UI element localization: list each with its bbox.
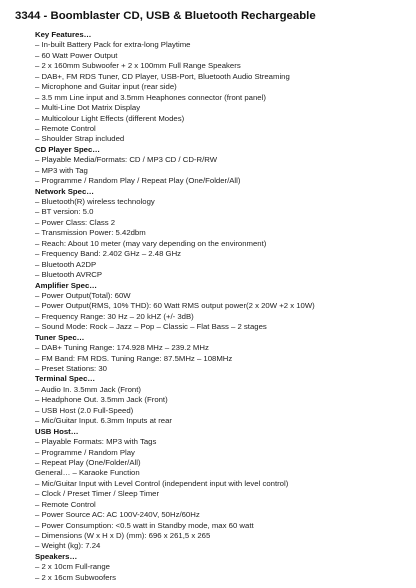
spec-item: – Repeat Play (One/Folder/All) bbox=[35, 457, 141, 467]
spec-item: – Power Output(Total): 60W bbox=[35, 290, 131, 300]
spec-item: – Reach: About 10 meter (may vary depending on the environment) bbox=[35, 238, 267, 248]
spec-item: – Bluetooth AVRCP bbox=[35, 270, 103, 280]
spec-item: – USB Host (2.0 Full-Speed) bbox=[35, 405, 134, 415]
section-heading: Key Features… bbox=[35, 30, 92, 39]
spec-item: – Mic/Guitar Input. 6.3mm Inputs at rear bbox=[35, 416, 172, 426]
spec-item: – Dimensions (W x H x D) (mm): 696 x 261,5 x 265 bbox=[35, 531, 211, 540]
section-heading: Network Spec… bbox=[35, 186, 95, 196]
spec-item: – Power Output(RMS, 10% THD): 60 Watt RMS output power(2 x 20W +2 x 10W) bbox=[35, 301, 315, 311]
spec-item: – 2 x 10cm Full-range bbox=[35, 562, 110, 572]
page-title: 3344 - Boomblaster CD, USB & Bluetooth Rechargeable bbox=[15, 10, 316, 22]
spec-item: – Audio In. 3.5mm Jack (Front) bbox=[35, 384, 141, 394]
spec-list bbox=[35, 30, 315, 583]
spec-item: – Power Class: Class 2 bbox=[35, 217, 116, 227]
spec-item: – Bluetooth(R) wireless technology bbox=[35, 197, 155, 206]
spec-item: – Frequency Band: 2.402 GHz – 2.48 GHz bbox=[35, 249, 182, 259]
spec-item: – Playable Media/Formats: CD / MP3 CD / CD-R/RW bbox=[35, 155, 218, 165]
spec-item: – 2 x 160mm Subwoofer + 2 x 100mm Full Range Speakers bbox=[35, 61, 241, 71]
section-heading: Terminal Spec… bbox=[35, 374, 96, 384]
spec-item: – Power Source AC: AC 100V-240V, 50Hz/60Hz bbox=[35, 510, 200, 520]
spec-item: – Power Consumption: <0.5 watt in Standby mode, max 60 watt bbox=[35, 520, 254, 530]
spec-item: – Sound Mode: Rock – Jazz – Pop – Classic – Flat Bass – 2 stages bbox=[35, 322, 267, 332]
spec-item: – Mic/Guitar Input with Level Control (independent input with level control) bbox=[35, 478, 289, 488]
spec-item: – 60 Watt Power Output bbox=[35, 50, 118, 60]
spec-item: – In-built Battery Pack for extra-long Playtime bbox=[35, 40, 191, 50]
section-heading: Tuner Spec… bbox=[35, 332, 85, 342]
section-heading: Amplifier Spec… bbox=[35, 280, 98, 290]
spec-item: – Playable Formats: MP3 with Tags bbox=[35, 437, 157, 447]
spec-item: – FM Band: FM RDS. Tuning Range: 87.5MHz – 108MHz bbox=[35, 353, 233, 363]
spec-item: – 2 x 16cm Subwoofers bbox=[35, 572, 116, 582]
spec-item: – Transmission Power: 5.42dbm bbox=[35, 228, 146, 238]
spec-item: – Shoulder Strap included bbox=[35, 134, 125, 144]
spec-item: – Weight (kg): 7.24 bbox=[35, 541, 101, 551]
spec-item: – Programme / Random Play / Repeat Play (One/Folder/All) bbox=[35, 176, 241, 186]
spec-item: – MP3 with Tag bbox=[35, 165, 88, 175]
spec-item: – Microphone and Guitar input (rear side) bbox=[35, 82, 177, 92]
spec-item: – Multicolour Light Effects (different Modes) bbox=[35, 113, 185, 123]
spec-item: – Bluetooth A2DP bbox=[35, 259, 97, 269]
section-heading: Speakers… bbox=[35, 551, 78, 561]
spec-item: – DAB+ Tuning Range: 174.928 MHz – 239.2 MHz bbox=[35, 343, 209, 353]
section-heading: USB Host… bbox=[35, 426, 79, 436]
spec-item: – BT version: 5.0 bbox=[35, 207, 94, 217]
spec-item: – Multi-Line Dot Matrix Display bbox=[35, 103, 141, 113]
spec-item: – Preset Stations: 30 bbox=[35, 364, 107, 373]
spec-item: – 3.5 mm Line input and 3.5mm Heaphones connector (front panel) bbox=[35, 92, 266, 102]
spec-item: – Clock / Preset Timer / Sleep Timer bbox=[35, 489, 160, 499]
spec-item: – DAB+, FM RDS Tuner, CD Player, USB-Port, Bluetooth Audio Streaming bbox=[35, 71, 290, 81]
spec-item: – Frequency Range: 30 Hz – 20 kHZ (+/- 3dB) bbox=[35, 311, 194, 321]
spec-item: General… – Karaoke Function bbox=[35, 468, 140, 478]
spec-item: – Headphone Out. 3.5mm Jack (Front) bbox=[35, 395, 168, 405]
spec-item: – Remote Control bbox=[35, 123, 96, 133]
spec-item: – Remote Control bbox=[35, 499, 96, 509]
section-heading: CD Player Spec… bbox=[35, 144, 101, 154]
spec-item: – Programme / Random Play bbox=[35, 447, 135, 457]
